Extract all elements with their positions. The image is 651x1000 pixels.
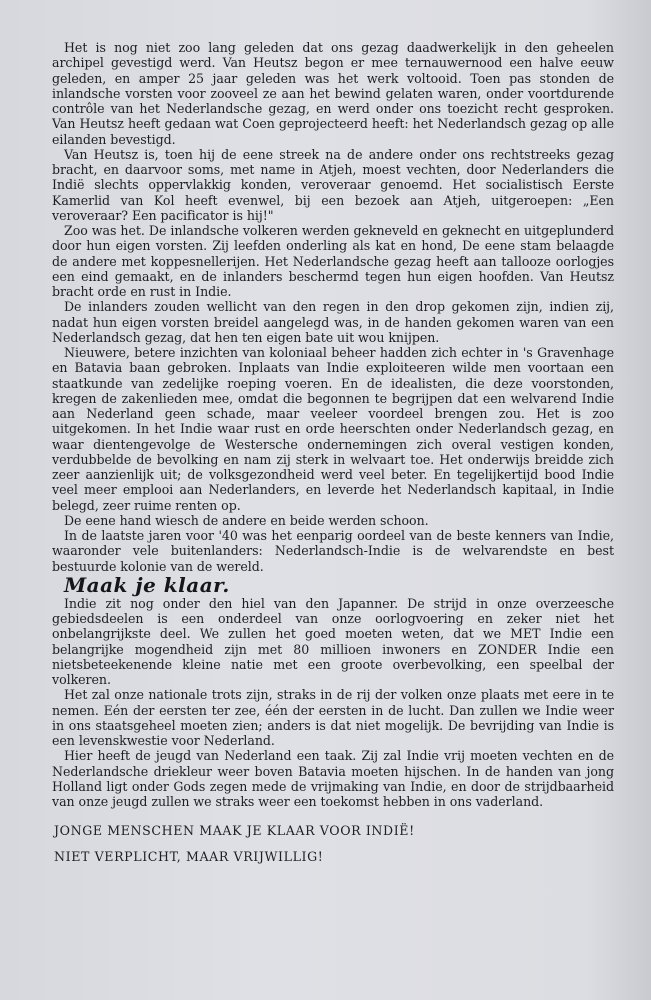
section-heading: Maak je klaar.: [64, 572, 230, 597]
paragraph: De eene hand wiesch de andere en beide werden schoon.: [64, 512, 429, 528]
paragraph: In de laatste jaren voor '40 was het eenparig oordeel van de beste kenners van Indie, waaronder vele buitenlanders: Nederlandsch-Indie is de welvarendste en best bestuurde kolonie van de wereld.: [52, 528, 614, 574]
slogan-line: JONGE MENSCHEN MAAK JE KLAAR VOOR INDIË!: [54, 823, 415, 839]
paragraph: Het zal onze nationale trots zijn, straks in de rij der volken onze plaats met eere in te nemen. Eén der eersten ter zee, één der eersten in de lucht. Dan zullen we Indie weer in ons staatsgeheel moeten zien; anders is dat niet mogelijk. De bevrijding van Indie is een levenskwestie voor Nederland.: [52, 687, 614, 748]
paragraph: Van Heutsz is, toen hij de eene streek na de andere onder ons rechtstreeks gezag bracht, en daarvoor soms, met name in Atjeh, moest vechten, door Nederlanders die Indië slechts oppervlakkig konden, veroveraar genoemd. Het socialistisch Eerste Kamerlid van Kol heeft evenwel, bij een bezoek aan Atjeh, uitgeroepen: „Een veroveraar? Een pacificator is hij!": [52, 146, 614, 223]
slogan-line: NIET VERPLICHT, MAAR VRIJWILLIG!: [54, 848, 324, 864]
paragraph: De inlanders zouden wellicht van den regen in den drop gekomen zijn, indien zij, nadat hun eigen vorsten breidel aangelegd was, in de handen gekomen waren van een Nederlandsch gezag, dat hen ten eigen bate uit wou knijpen.: [52, 299, 614, 345]
paragraph: Nieuwere, betere inzichten van koloniaal beheer hadden zich echter in 's Gravenhage en Batavia baan gebroken. Inplaats van Indie exploiteeren wilde men voortaan een staatkunde van zedelijke roeping voeren. En de idealisten, die deze voorstonden, kregen de zakenlieden mee, omdat die begonnen te begrijpen dat een welvarend Indie aan Nederland geen schade, maar veeleer voordeel brengen zou. Het is zoo uitgekomen. In het Indie waar rust en orde heerschten onder Nederlandsch gezag, en waar dientengevolge de Westersche ondernemingen zich overal vestigen konden, verdubbelde de bevolking en nam zij sterk in welvaart toe. Het onderwijs breidde zich zeer aanzienlijk uit; de volksgezondheid werd veel beter. En tegelijkertijd bood Indie veel meer emplooi aan Nederlanders, en leverde het Nederlandsch kapitaal, in Indie belegd, zeer ruime renten op.: [52, 345, 614, 513]
paragraph: Hier heeft de jeugd van Nederland een taak. Zij zal Indie vrij moeten vechten en de Nederlandsche driekleur weer boven Batavia moeten hijschen. In de handen van jong Holland ligt onder Gods zegen mede de vrijmaking van Indie, en door de strijdbaarheid van onze jeugd zullen we straks weer een toekomst hebben in ons vaderland.: [52, 748, 614, 809]
paragraph: Zoo was het. De inlandsche volkeren werden gekneveld en geknecht en uitgeplunderd door hun eigen vorsten. Zij leefden onderling als kat en hond, De eene stam belaagde de andere met koppesnellerijen. Het Nederlandsche gezag heeft aan tallooze oorlogjes een eind gemaakt, en de inlanders beschermd tegen hun eigen hoofden. Van Heutsz bracht orde en rust in Indie.: [52, 223, 614, 299]
paragraph: Het is nog niet zoo lang geleden dat ons gezag daadwerkelijk in den geheelen archipel gevestigd werd. Van Heutsz begon er mee ternauwernood een halve eeuw geleden, en amper 25 jaar geleden was het werk voltooid. Toen pas stonden de inlandsche vorsten voor zooveel ze aan het bewind gelaten waren, onder voortdurende contrôle van het Nederlandsche gezag, en werd onder ons toezicht recht gesproken. Van Heutsz heeft gedaan wat Coen geprojecteerd heeft: het Nederlandsch gezag op alle eilanden bevestigd.: [52, 40, 614, 147]
paragraph: Indie zit nog onder den hiel van den Japanner. De strijd in onze overzeesche gebiedsdeelen is een onderdeel van onze oorlogvoering en zeker niet het onbelangrijkste deel. We zullen het goed moeten weten, dat we MET Indie een belangrijke mogendheid zijn met 80 millioen inwoners en ZONDER Indie een nietsbeteekenende kleine natie met een groote overbevolking, een speelbal der volkeren.: [52, 595, 614, 687]
document-body: [52, 40, 614, 864]
